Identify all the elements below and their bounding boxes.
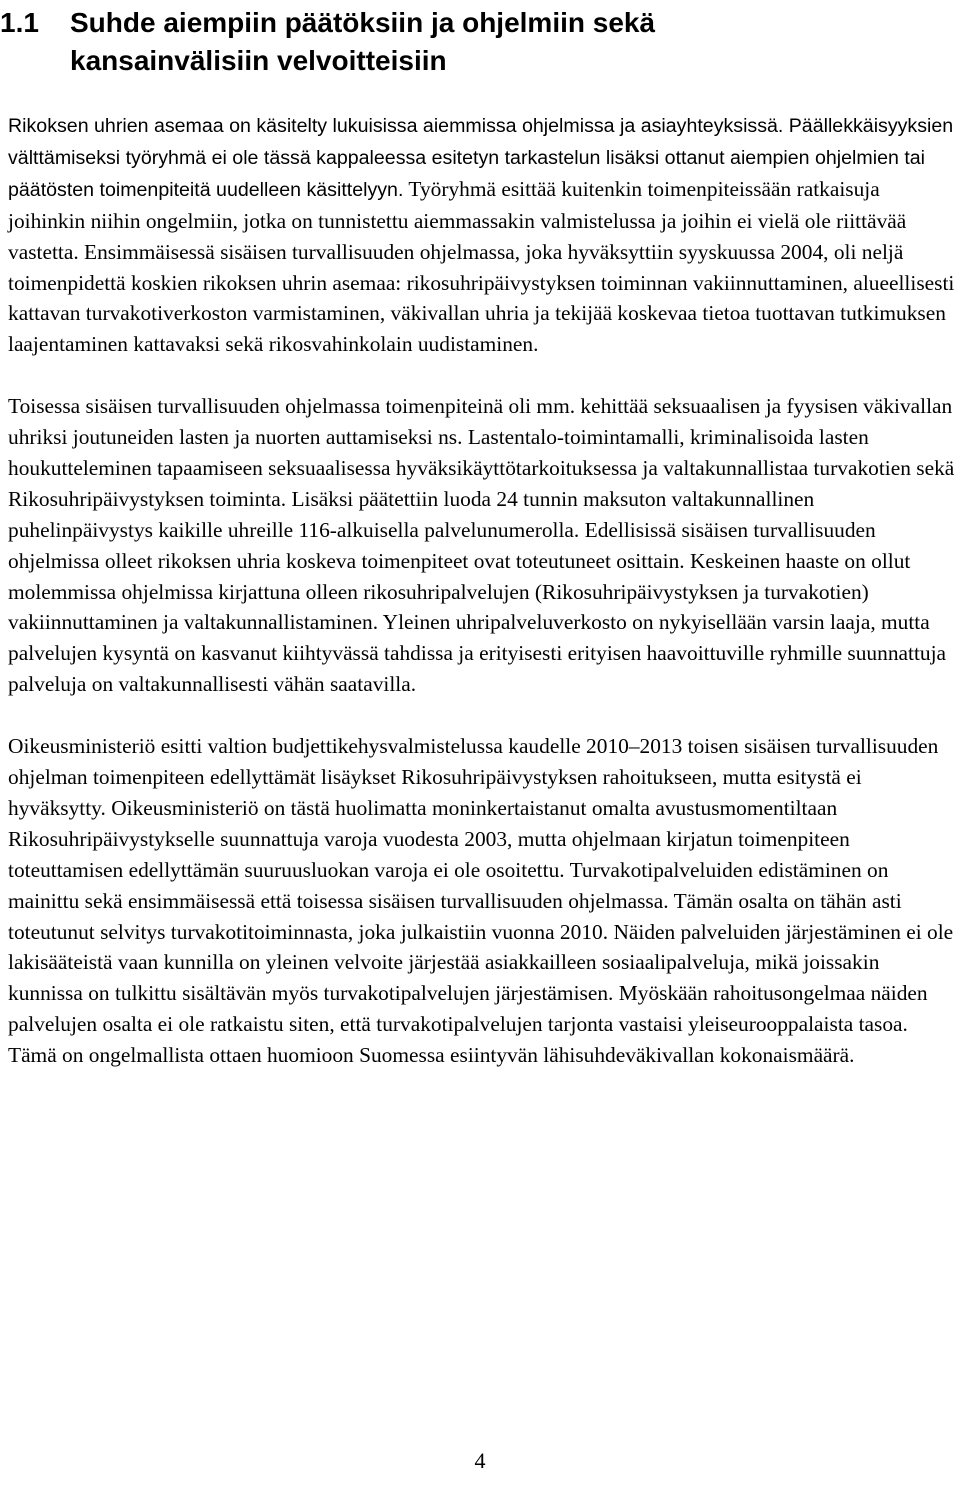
sentence: Oikeusministeriö esitti valtion budjettikehysvalmistelussa kaudelle 2010–2013 toisen sisäisen turvallisuuden ohjelman toimenpiteen edellyttämät lisäykset Rikosuhripäivystyksen rahoitukseen, mutta esitystä ei hyväksytty. (8, 734, 939, 820)
sentence: Tämän osalta on tähän asti toteutunut selvitys turvakotitoiminnasta, joka julkaistiin vuonna 2010. (8, 888, 902, 944)
sentence: Keskeinen haaste on ollut molemmissa ohjelmissa kirjattuna olleen rikosuhripalvelujen (Rikosuhripäivystyksen ja turvakotien) vakiinnuttaminen ja valtakunnallistaminen. (8, 548, 911, 635)
sentence: Näiden palveluiden järjestäminen ei ole lakisääteistä vaan kunnilla on yleinen velvoite järjestää asiakkailleen sosiaalipalveluja, mikä joissakin kunnissa on tulkittu sisältävän myös turvakotipalvelujen järjestämisen. (8, 919, 954, 1006)
sentence: Turvakotipalveluiden edistäminen on mainittu sekä ensimmäisessä että toisessa sisäisen turvallisuuden ohjelmassa. (8, 857, 889, 913)
body-text (8, 110, 958, 1102)
sentence: Työryhmä esittää kuitenkin toimenpiteissään ratkaisuja joihinkin niihin ongelmiin, jotka on tunnistettu aiemmassakin valmistelussa ja joihin ei vielä ole riittävää vastetta. (8, 176, 907, 264)
section-title-line-2: kansainvälisiin velvoitteisiin (70, 45, 447, 76)
sentence: Rikoksen uhrien asemaa on käsitelty lukuisissa aiemmissa ohjelmissa ja asiayhteyksissä. (8, 115, 784, 137)
sentence: Oikeusministeriö on tästä huolimatta moninkertaistanut omalta avustusmomentiltaan Rikosuhripäivystykselle suunnattuja varoja vuodesta 2003, mutta ohjelmaan kirjatun toimenpiteen toteuttamisen edellyttämän suuruusluokan varoja ei ole osoitettu. (8, 795, 850, 882)
sentence: Myöskään rahoitusongelmaa näiden palvelujen osalta ei ole ratkaistu siten, että turvakotipalvelujen tarjonta vastaisi yleiseurooppalaista tasoa. (8, 981, 928, 1037)
sentence: Päällekkäisyyksien välttämiseksi työryhmä ei ole tässä kappaleessa esitetyn tarkastelun lisäksi ottanut aiempien ohjelmien tai päätösten toimenpiteitä uudelleen käsittelyyn. (8, 115, 954, 201)
section-heading (0, 4, 940, 80)
sentence: Yleinen uhripalveluverkosto on nykyisellään varsin laaja, mutta palvelujen kysyntä on kasvanut kiihtyvässä tahdissa ja erityisesti erityisen haavoittuville ryhmille suunnattuja palveluja on valtakunnallisesti vähän saatavilla. (8, 610, 947, 697)
sentence: Edellisissä sisäisen turvallisuuden ohjelmissa olleet rikoksen uhria koskeva toimenpiteet ovat toteutuneet osittain. (8, 517, 876, 573)
section-number: 1.1 (0, 7, 39, 38)
sentence: Ensimmäisessä sisäisen turvallisuuden ohjelmassa, joka hyväksyttiin syyskuussa 2004, oli neljä toimenpidettä koskien rikoksen uhrin asemaa: rikosuhripäivystyksen toiminnan vakiinnuttaminen, alueellisesti kattavan turvakotiverkoston varmistaminen, väkivallan uhria ja tekijää koskevaa tietoa tuottavan tutkimuksen laajentaminen kattavaksi sekä rikosvahinkolain uudistaminen. (8, 239, 955, 357)
section-title-line-1: Suhde aiempiin päätöksiin ja ohjelmiin sekä (70, 7, 656, 38)
sentence: Tämä on ongelmallista ottaen huomioon Suomessa esiintyvän lähisuhdeväkivallan kokonaismäärä. (8, 1043, 855, 1068)
page-number: 4 (474, 1448, 486, 1473)
sentence: Lisäksi päätettiin luoda 24 tunnin maksuton valtakunnallinen puhelinpäivystys kaikille uhreille 116-alkuisella palvelunumerolla. (8, 486, 815, 542)
paragraph-1 (8, 110, 958, 360)
paragraph-3 (8, 731, 958, 1071)
paragraph-2 (8, 391, 958, 700)
sentence: Toisessa sisäisen turvallisuuden ohjelmassa toimenpiteinä oli mm. kehittää seksuaalisen ja fyysisen väkivallan uhriksi joutuneiden lasten ja nuorten auttamiseksi ns. Lastentalo-toimintamalli, kriminalisoida lasten houkutteleminen tapaamiseen seksuaalisessa hyväksikäyttötarkoituksessa ja valtakunnallistaa turvakotien sekä Rikosuhripäivystyksen toiminta. (8, 394, 955, 511)
